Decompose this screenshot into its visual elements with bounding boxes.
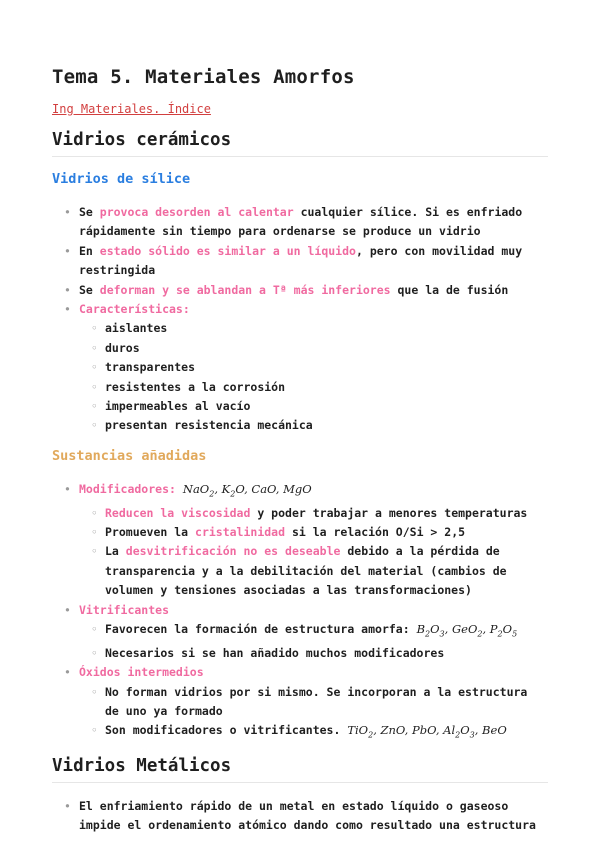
modifiers-sublist <box>79 504 548 601</box>
list-item: ◦ resistentes a la corrosión <box>91 378 548 397</box>
list-item: ◦ duros <box>91 339 548 358</box>
formula-modifiers: NaO$_2$, $K_2O$, CaO, MgO <box>182 481 312 499</box>
list-item: • En estado sólido es similar a un líquido, pero con movilidad muy restringida <box>64 242 548 281</box>
page-title: Tema 5. Materiales Amorfos <box>52 66 355 88</box>
list-item: • El enfriamiento rápido de un metal en estado líquido o gaseoso impide el ordenamiento atómico dando como resultado una estructura <box>64 797 548 836</box>
formula-intermediate: TiO$_2$, ZnO, PbO, $Al_2O_3$, BeO <box>347 723 507 740</box>
characteristics-list <box>79 319 548 435</box>
section-heading-ceramic: Vidrios cerámicos <box>52 127 548 157</box>
formula-vitrifiers: $B_2O_3$, GeO$_2$, $P_2O_5$ <box>416 622 518 639</box>
subsection-heading-silica: Vidrios de sílice <box>52 171 191 187</box>
list-item: ◦ Promueven la cristalinidad si la relación O/Si > 2,5 <box>91 523 548 542</box>
subsection-heading-added: Sustancias añadidas <box>52 447 207 464</box>
list-item: • Modificadores: NaO$_2$, $K_2O$, CaO, MgO ◦ Reducen la viscosidad y poder trabajar a menores temperaturas ◦ Promueven la cristalinidad si la relación O/Si > 2,5 ◦ La desvitrificación no es deseable debido a la pérdida de transparencia y a la debilitación del material (cambios de volumen y tensiones asociadas a las transformaciones) <box>64 480 548 601</box>
metallic-list <box>52 797 548 836</box>
list-item: ◦ impermeables al vacío <box>91 397 548 416</box>
list-item: • Óxidos intermedios ◦ No forman vidrios por si mismo. Se incorporan a la estructura de uno ya formado ◦ Son modificadores o vitrificantes. TiO$_2$, ZnO, PbO, $Al_2O_3$, BeO <box>64 663 548 745</box>
index-link[interactable]: Ing Materiales. Índice <box>52 102 211 116</box>
list-item: ◦ Reducen la viscosidad y poder trabajar a menores temperaturas <box>91 504 548 523</box>
list-item: ◦ transparentes <box>91 358 548 377</box>
list-item: • Vitrificantes ◦ Favorecen la formación de estructura amorfa: $B_2O_3$, GeO$_2$, $P_2O_5$ ◦ Necesarios si se han añadido muchos modificadores <box>64 601 548 664</box>
intermediate-sublist <box>79 683 548 746</box>
section-heading-metallic: Vidrios Metálicos <box>52 753 548 783</box>
silica-list <box>52 203 548 436</box>
list-item: • Se deforman y se ablandan a Tª más inferiores que la de fusión <box>64 281 548 300</box>
list-item: ◦ Necesarios si se han añadido muchos modificadores <box>91 644 548 663</box>
list-item: ◦ aislantes <box>91 319 548 338</box>
list-item: ◦ La desvitrificación no es deseable debido a la pérdida de transparencia y a la debilitación del material (cambios de volumen y tensiones asociadas a las transformaciones) <box>91 542 548 600</box>
added-list <box>52 480 548 745</box>
list-item: • Características: ◦ aislantes ◦ duros ◦ transparentes ◦ resistentes a la corrosión ◦ impermeables al vacío ◦ presentan resistencia mecánica <box>64 300 548 436</box>
list-item: ◦ presentan resistencia mecánica <box>91 416 548 435</box>
list-item: • Se provoca desorden al calentar cualquier sílice. Si es enfriado rápidamente sin tiempo para ordenarse se produce un vidrio <box>64 203 548 242</box>
list-item: ◦ Son modificadores o vitrificantes. TiO$_2$, ZnO, PbO, $Al_2O_3$, BeO <box>91 721 548 745</box>
list-item: ◦ No forman vidrios por si mismo. Se incorporan a la estructura de uno ya formado <box>91 683 548 722</box>
list-item: ◦ Favorecen la formación de estructura amorfa: $B_2O_3$, GeO$_2$, $P_2O_5$ <box>91 620 548 644</box>
vitrifiers-sublist <box>79 620 548 663</box>
